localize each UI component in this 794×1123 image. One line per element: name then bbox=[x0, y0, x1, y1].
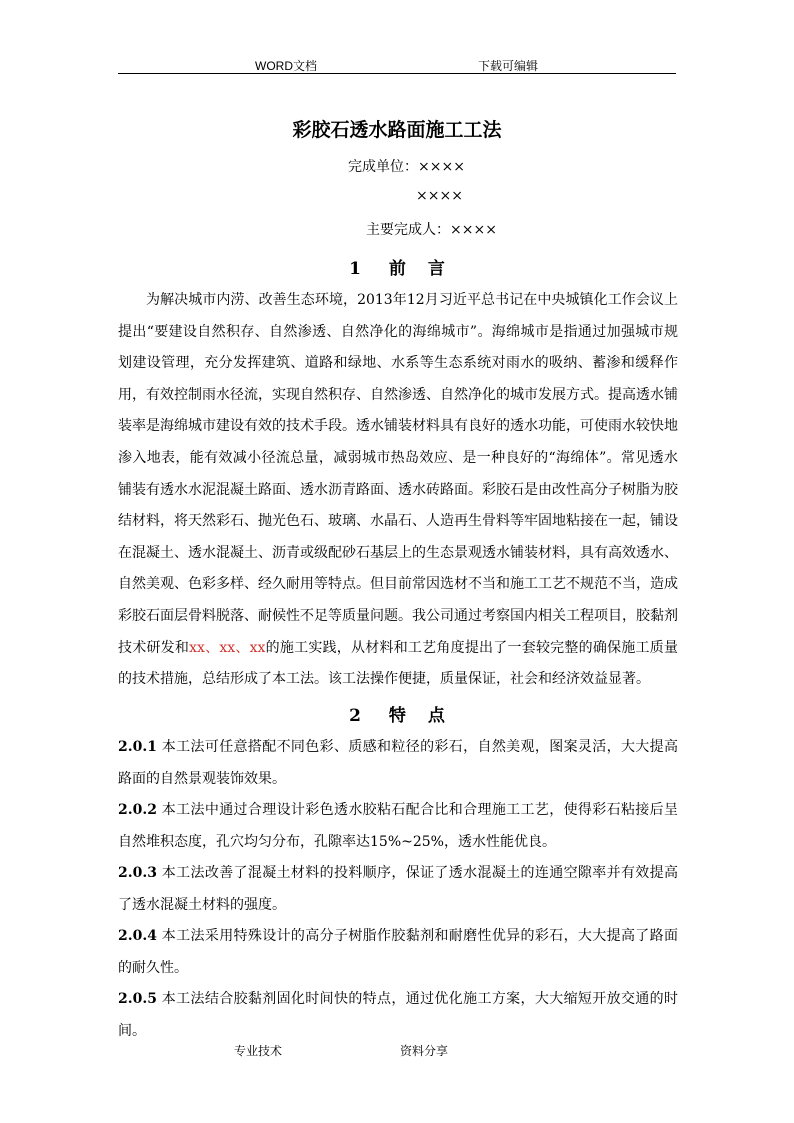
feature-number: 2.0.3 bbox=[118, 865, 157, 881]
footer-left-text: 专业技术 bbox=[234, 1044, 283, 1058]
feature-text: 本工法中通过合理设计彩色透水胶粘石配合比和合理施工工艺，使得彩石粘接后呈自然堆积态度，孔穴均匀分布，孔隙率达15%~25%，透水性能优良。 bbox=[118, 802, 679, 850]
feature-number: 2.0.4 bbox=[118, 928, 157, 944]
header-right-text: 下载可编辑 bbox=[478, 59, 539, 73]
feature-number: 2.0.1 bbox=[118, 739, 157, 755]
main-author: 主要完成人：×××× bbox=[366, 222, 497, 238]
footer-right-text: 资料分享 bbox=[400, 1044, 449, 1058]
section-number: 2 bbox=[349, 706, 361, 726]
preface-text-part1: 为解决城市内涝、改善生态环境，2013年12月习近平总书记在中央城镇化工作会议上提出“要建设自然积存、自然渗透、自然净化的海绵城市”。海绵城市是指通过加强城市规划建设管理，充分发挥建筑、道路和绿地、水系等生态系统对雨水的吸纳、蓄渗和缓释作用，有效控制雨水径流，实现自然积存、自然渗透、自然净化的城市发展方式。提高透水铺装率是海绵城市建设有效的技术手段。透水铺装材料具有良好的透水功能，可使雨水较快地渗入地表，能有效减小径流总量，减弱城市热岛效应、是一种良好的“海绵体”。常见透水铺装有透水水泥混凝土路面、透水沥青路面、透水砖路面。彩胶石是由改性高分子树脂为胶结材料，将天然彩石、抛光色石、玻璃、水晶石、人造再生骨料等牢固地粘接在一起，铺设在混凝土、透水混凝土、沥青或级配砂石基层上的生态景观透水铺装材料，具有高效透水、自然美观、色彩多样、经久耐用等特点。但目前常因选材不当和施工工艺不规范不当，造成彩胶石面层骨料脱落、耐候性不足等质量问题。我公司通过考察国内相关工程项目，胶黏剂技术研发和 bbox=[118, 292, 678, 656]
section-heading-preface bbox=[0, 254, 794, 279]
feature-text: 本工法结合胶黏剂固化时间快的特点，通过优化施工方案，大大缩短开放交通的时间。 bbox=[118, 991, 679, 1039]
feature-text: 本工法可任意搭配不同色彩、质感和粒径的彩石，自然美观，图案灵活，大大提高路面的自然景观装饰效果。 bbox=[118, 739, 679, 787]
feature-text: 本工法采用特殊设计的高分子树脂作胶黏剂和耐磨性优异的彩石，大大提高了路面的耐久性。 bbox=[118, 928, 679, 976]
feature-item bbox=[118, 732, 678, 795]
completion-unit-line2: ×××× bbox=[416, 188, 463, 204]
section-title-char: 前 bbox=[388, 259, 406, 279]
preface-highlight: xx、xx、xx bbox=[189, 639, 266, 656]
feature-number: 2.0.5 bbox=[118, 991, 157, 1007]
preface-text-part2: 的施工实践，从材料和工艺角度提出了一套较完整的确保施工质量的技术措施，总结形成了本工法。该工法操作便捷，质量保证，社会和经济效益显著。 bbox=[118, 639, 679, 688]
feature-text: 本工法改善了混凝土材料的投料顺序，保证了透水混凝土的连通空隙率并有效提高了透水混凝土材料的强度。 bbox=[118, 865, 679, 913]
section-number: 1 bbox=[349, 259, 361, 279]
section-title-char: 言 bbox=[427, 259, 445, 279]
feature-item bbox=[118, 984, 678, 1047]
document-title: 彩胶石透水路面施工工法 bbox=[292, 119, 502, 141]
header-divider bbox=[118, 73, 676, 74]
section-title-char: 点 bbox=[427, 706, 445, 726]
feature-item bbox=[118, 921, 678, 984]
header-left-text: WORD文档 bbox=[255, 59, 317, 73]
feature-item bbox=[118, 858, 678, 921]
section-title-char: 特 bbox=[388, 706, 406, 726]
feature-number: 2.0.2 bbox=[118, 802, 157, 818]
preface-paragraph bbox=[118, 285, 678, 696]
section-heading-features bbox=[0, 701, 794, 726]
completion-unit: 完成单位：×××× bbox=[348, 159, 465, 175]
feature-item bbox=[118, 795, 678, 858]
